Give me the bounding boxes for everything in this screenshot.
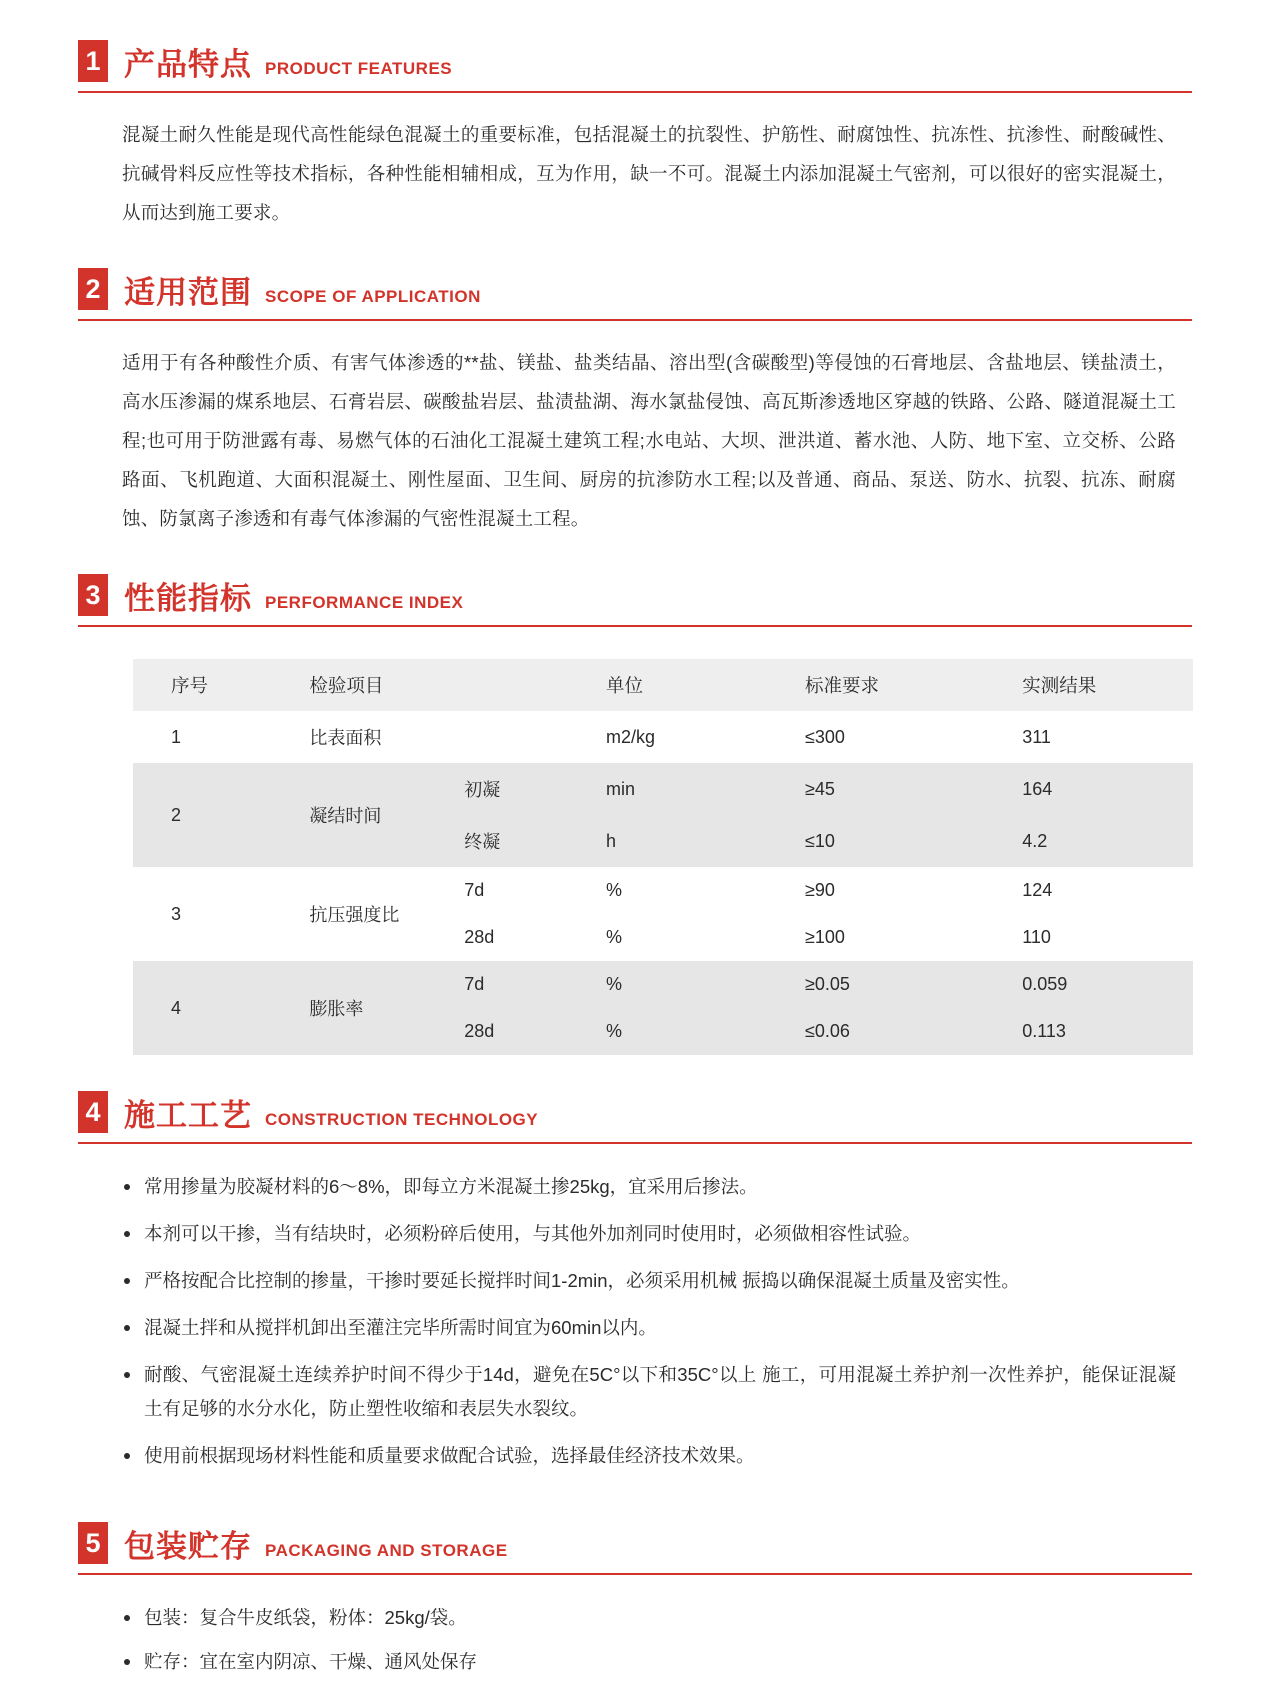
- section-header-scope-of-application: [78, 268, 1192, 321]
- cell-item: 抗压强度比: [279, 867, 464, 961]
- construction-technology-list: [120, 1170, 1176, 1473]
- section-number-badge: 1: [78, 40, 108, 82]
- list-item: 耐酸、气密混凝土连续养护时间不得少于14d，避免在5C°以下和35C°以上 施工，可用混凝土养护剂一次性养护，能保证混凝土有足够的水分水化，防止塑性收缩和表层失水裂纹。: [120, 1358, 1176, 1426]
- section-title-en: SCOPE OF APPLICATION: [265, 287, 481, 306]
- cell-result: 311: [1022, 711, 1193, 763]
- list-item: 包装：复合牛皮纸袋，粉体：25kg/袋。: [120, 1601, 1176, 1635]
- section-number-badge: 3: [78, 574, 108, 616]
- cell-item: 比表面积: [279, 711, 606, 763]
- table-header-cell-standard: 标准要求: [804, 675, 879, 696]
- section-spacer-5: [0, 1486, 1280, 1522]
- section-header-construction-technology: [78, 1091, 1192, 1144]
- section-title-cn: 适用范围: [124, 275, 252, 310]
- cell-sub: 终凝: [464, 815, 606, 867]
- section-number-badge: 4: [78, 1091, 108, 1133]
- cell-result: 124: [1022, 867, 1193, 914]
- performance-index-table: [133, 659, 1193, 1055]
- list-item: 严格按配合比控制的掺量，干掺时要延长搅拌时间1-2min，必须采用机械 振捣以确保混凝土质量及密实性。: [120, 1264, 1176, 1298]
- cell-sub: 7d: [464, 961, 606, 1008]
- cell-result: 0.113: [1022, 1008, 1193, 1055]
- cell-no: 2: [133, 763, 279, 867]
- table-header-cell-result: 实测结果: [1022, 675, 1097, 696]
- cell-unit: %: [606, 914, 805, 961]
- list-item: 混凝土拌和从搅拌机卸出至灌注完毕所需时间宜为60min以内。: [120, 1311, 1176, 1345]
- list-item: 使用前根据现场材料性能和质量要求做配合试验，选择最佳经济技术效果。: [120, 1439, 1176, 1473]
- table-row: [133, 867, 1193, 914]
- cell-sub: 初凝: [464, 763, 606, 815]
- list-item: 贮存：宜在室内阴凉、干燥、通风处保存: [120, 1645, 1176, 1679]
- section-header-product-features: [78, 40, 1192, 93]
- section-title-cn: 施工工艺: [124, 1098, 252, 1133]
- cell-result: 110: [1022, 914, 1193, 961]
- table-row: [133, 961, 1193, 1008]
- table-header-row: [133, 659, 1193, 711]
- section-number-badge: 5: [78, 1522, 108, 1564]
- cell-unit: %: [606, 867, 805, 914]
- cell-sub: 7d: [464, 867, 606, 914]
- cell-standard: ≥100: [805, 914, 1022, 961]
- cell-no: 1: [133, 711, 279, 763]
- cell-result: 4.2: [1022, 815, 1193, 867]
- cell-unit: min: [606, 763, 805, 815]
- cell-sub: 28d: [464, 1008, 606, 1055]
- cell-item: 膨胀率: [279, 961, 464, 1055]
- cell-standard: ≤300: [805, 711, 1022, 763]
- section-spacer-2: [0, 232, 1280, 268]
- cell-unit: h: [606, 815, 805, 867]
- cell-standard: ≥0.05: [805, 961, 1022, 1008]
- table-row: [133, 763, 1193, 815]
- cell-unit: %: [606, 1008, 805, 1055]
- product-features-paragraph: 混凝土耐久性能是现代高性能绿色混凝土的重要标准，包括混凝土的抗裂性、护筋性、耐腐蚀性、抗冻性、抗渗性、耐酸碱性、抗碱骨料反应性等技术指标，各种性能相辅相成，互为作用，缺一不可。混凝土内添加混凝土气密剂，可以很好的密实混凝土，从而达到施工要求。: [122, 124, 1176, 223]
- section-title-en: PERFORMANCE INDEX: [265, 593, 464, 612]
- section-title-en: CONSTRUCTION TECHNOLOGY: [265, 1110, 539, 1129]
- table-row: [133, 711, 1193, 763]
- section-number-badge: 2: [78, 268, 108, 310]
- section-title-cn: 产品特点: [124, 47, 252, 82]
- section-spacer-3: [0, 538, 1280, 574]
- section-title-cn: 包装贮存: [124, 1529, 252, 1564]
- section-header-performance-index: [78, 574, 1192, 627]
- cell-unit: %: [606, 961, 805, 1008]
- cell-no: 4: [133, 961, 279, 1055]
- section-header-packaging-and-storage: [78, 1522, 1192, 1575]
- scope-of-application-paragraph: 适用于有各种酸性介质、有害气体渗透的**盐、镁盐、盐类结晶、溶出型(含碳酸型)等侵蚀的石膏地层、含盐地层、镁盐渍土，高水压渗漏的煤系地层、石膏岩层、碳酸盐岩层、盐渍盐湖、海水氯盐侵蚀、高瓦斯渗透地区穿越的铁路、公路、隧道混凝土工程;也可用于防泄露有毒、易燃气体的石油化工混凝土建筑工程;水电站、大坝、泄洪道、蓄水池、人防、地下室、立交桥、公路路面、飞机跑道、大面积混凝土、刚性屋面、卫生间、厨房的抗渗防水工程;以及普通、商品、泵送、防水、抗裂、抗冻、耐腐蚀、防氯离子渗透和有毒气体渗漏的气密性混凝土工程。: [122, 352, 1176, 529]
- cell-unit: m2/kg: [606, 711, 805, 763]
- cell-sub: 28d: [464, 914, 606, 961]
- packaging-storage-list: [120, 1601, 1176, 1679]
- section-title-cn: 性能指标: [124, 581, 252, 616]
- list-item: 常用掺量为胶凝材料的6～8%，即每立方米混凝土掺25kg，宜采用后掺法。: [120, 1170, 1176, 1204]
- list-item: 本剂可以干掺，当有结块时，必须粉碎后使用，与其他外加剂同时使用时，必须做相容性试验。: [120, 1217, 1176, 1251]
- cell-item: 凝结时间: [279, 763, 464, 867]
- cell-result: 0.059: [1022, 961, 1193, 1008]
- top-spacer: [0, 0, 1280, 40]
- cell-standard: ≥45: [805, 763, 1022, 815]
- table-header-cell-item: 检验项目: [309, 675, 384, 696]
- cell-result: 164: [1022, 763, 1193, 815]
- cell-no: 3: [133, 867, 279, 961]
- table-header-cell-no: 序号: [171, 675, 209, 696]
- section-spacer-4: [0, 1055, 1280, 1091]
- section-title-en: PACKAGING AND STORAGE: [265, 1541, 508, 1560]
- performance-table-wrapper: [133, 659, 1193, 1055]
- cell-standard: ≥90: [805, 867, 1022, 914]
- cell-standard: ≤0.06: [805, 1008, 1022, 1055]
- table-header-cell-unit: 单位: [606, 675, 644, 696]
- section-title-en: PRODUCT FEATURES: [265, 59, 453, 78]
- cell-standard: ≤10: [805, 815, 1022, 867]
